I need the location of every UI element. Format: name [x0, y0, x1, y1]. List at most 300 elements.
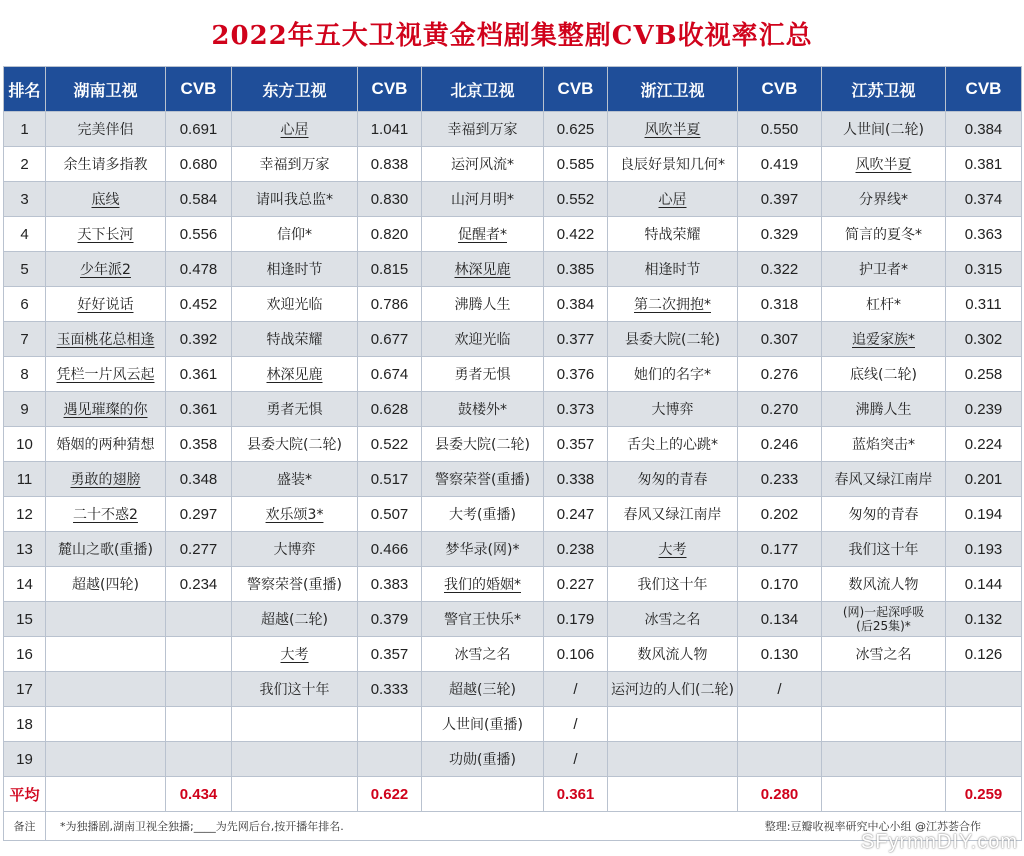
show-name: 余生请多指教 — [63, 157, 148, 173]
cvb-cell-beijing: 0.338 — [544, 462, 608, 497]
cvb-cell-hunan — [166, 637, 232, 672]
show-cell-hunan — [46, 392, 166, 427]
channel-header-zhejiang: 浙江卫视 — [608, 67, 738, 112]
show-cell-hunan — [46, 147, 166, 182]
show-name: 好好说话 — [77, 297, 134, 313]
show-name: 大博弈 — [651, 402, 694, 418]
average-cvb-dongfang: 0.622 — [358, 777, 422, 812]
show-cell-dongfang — [232, 567, 358, 602]
cvb-cell-zhejiang: 0.419 — [738, 147, 822, 182]
cvb-cell-dongfang: 1.041 — [358, 112, 422, 147]
show-name: 相逢时节 — [644, 262, 701, 278]
cvb-cell-dongfang: 0.674 — [358, 357, 422, 392]
show-cell-hunan — [46, 532, 166, 567]
empty-cell — [46, 777, 166, 812]
cvb-cell-beijing: 0.106 — [544, 637, 608, 672]
show-name: 沸腾人生 — [855, 402, 912, 418]
average-cvb-beijing: 0.361 — [544, 777, 608, 812]
show-name: 沸腾人生 — [454, 297, 511, 313]
show-name: 请叫我总监* — [256, 192, 333, 208]
header-row — [4, 67, 1022, 112]
show-name: 县委大院(二轮) — [435, 437, 530, 453]
show-name: 良辰好景知几何* — [620, 157, 725, 173]
cvb-cell-hunan — [166, 707, 232, 742]
rank-cell: 14 — [4, 567, 46, 602]
channel-header-jiangsu: 江苏卫视 — [822, 67, 946, 112]
cvb-cell-beijing: 0.625 — [544, 112, 608, 147]
show-cell-beijing — [422, 287, 544, 322]
show-name: 她们的名字* — [634, 367, 711, 383]
cvb-cell-beijing: 0.373 — [544, 392, 608, 427]
show-cell-dongfang — [232, 532, 358, 567]
show-cell-zhejiang — [608, 462, 738, 497]
rank-cell: 11 — [4, 462, 46, 497]
show-name: 麓山之歌(重播) — [58, 542, 153, 558]
cvb-cell-zhejiang: 0.318 — [738, 287, 822, 322]
show-name: 简言的夏冬* — [845, 227, 922, 243]
show-name: 运河风流* — [451, 157, 514, 173]
table-row — [4, 742, 1022, 777]
show-cell-zhejiang — [608, 147, 738, 182]
show-cell-hunan — [46, 357, 166, 392]
show-cell-hunan — [46, 462, 166, 497]
cvb-cell-jiangsu: 0.311 — [946, 287, 1022, 322]
show-name: 勇者无惧 — [454, 367, 511, 383]
show-cell-zhejiang — [608, 567, 738, 602]
show-name: 欢迎光临 — [266, 297, 323, 313]
show-name: 少年派2 — [80, 262, 131, 278]
show-cell-dongfang — [232, 112, 358, 147]
note-label: 备注 — [4, 812, 46, 841]
show-name: 我们这十年 — [637, 577, 708, 593]
show-cell-zhejiang — [608, 742, 738, 777]
show-cell-jiangsu — [822, 252, 946, 287]
show-cell-beijing — [422, 707, 544, 742]
show-cell-jiangsu — [822, 602, 946, 637]
cvb-header: CVB — [166, 67, 232, 112]
cvb-cell-jiangsu — [946, 707, 1022, 742]
rank-cell: 12 — [4, 497, 46, 532]
show-cell-zhejiang — [608, 322, 738, 357]
show-name: 警察荣誉(重播) — [247, 577, 342, 593]
cvb-cell-beijing: 0.585 — [544, 147, 608, 182]
table-row — [4, 147, 1022, 182]
table-row — [4, 217, 1022, 252]
cvb-cell-dongfang: 0.517 — [358, 462, 422, 497]
table-row — [4, 532, 1022, 567]
show-cell-jiangsu — [822, 147, 946, 182]
show-cell-hunan — [46, 497, 166, 532]
average-cvb-hunan: 0.434 — [166, 777, 232, 812]
show-name: 超越(二轮) — [261, 612, 328, 628]
show-cell-hunan — [46, 287, 166, 322]
show-cell-jiangsu — [822, 567, 946, 602]
show-name: 春风又绿江南岸 — [834, 472, 933, 488]
table-row — [4, 637, 1022, 672]
cvb-cell-jiangsu: 0.193 — [946, 532, 1022, 567]
show-cell-beijing — [422, 742, 544, 777]
cvb-cell-beijing: 0.552 — [544, 182, 608, 217]
show-name: 舌尖上的心跳* — [627, 437, 718, 453]
table-row — [4, 567, 1022, 602]
show-name: 超越(四轮) — [72, 577, 139, 593]
cvb-cell-dongfang — [358, 742, 422, 777]
cvb-cell-dongfang — [358, 707, 422, 742]
show-cell-zhejiang — [608, 182, 738, 217]
show-cell-zhejiang — [608, 497, 738, 532]
show-name: 匆匆的青春 — [637, 472, 708, 488]
show-cell-dongfang — [232, 392, 358, 427]
show-cell-zhejiang — [608, 252, 738, 287]
cvb-header: CVB — [946, 67, 1022, 112]
show-name: 县委大院(二轮) — [247, 437, 342, 453]
show-cell-jiangsu — [822, 287, 946, 322]
rank-cell: 8 — [4, 357, 46, 392]
show-name: 婚姻的两种猜想 — [56, 437, 155, 453]
show-name: 天下长河 — [77, 227, 134, 243]
cvb-cell-beijing: 0.384 — [544, 287, 608, 322]
show-name: 促醒者* — [458, 227, 507, 243]
cvb-cell-hunan: 0.556 — [166, 217, 232, 252]
cvb-cell-hunan: 0.361 — [166, 357, 232, 392]
show-cell-zhejiang — [608, 217, 738, 252]
show-name: 心居 — [280, 122, 309, 138]
show-cell-hunan — [46, 182, 166, 217]
cvb-cell-dongfang: 0.786 — [358, 287, 422, 322]
show-name: 凭栏一片风云起 — [56, 367, 155, 383]
show-cell-beijing — [422, 462, 544, 497]
cvb-cell-zhejiang — [738, 707, 822, 742]
show-cell-beijing — [422, 497, 544, 532]
table-row — [4, 672, 1022, 707]
cvb-cell-dongfang: 0.379 — [358, 602, 422, 637]
show-cell-beijing — [422, 322, 544, 357]
table-row — [4, 392, 1022, 427]
show-name: 人世间(重播) — [442, 717, 523, 733]
show-cell-jiangsu — [822, 392, 946, 427]
cvb-cell-zhejiang: 0.397 — [738, 182, 822, 217]
show-name: (网)一起深呼吸 — [842, 605, 925, 619]
show-name: 大考 — [658, 542, 687, 558]
table-row — [4, 252, 1022, 287]
show-cell-hunan — [46, 602, 166, 637]
show-name: 相逢时节 — [266, 262, 323, 278]
show-cell-beijing — [422, 602, 544, 637]
cvb-cell-beijing: 0.357 — [544, 427, 608, 462]
show-name: 第二次拥抱* — [634, 297, 711, 313]
rank-cell: 1 — [4, 112, 46, 147]
show-cell-hunan — [46, 322, 166, 357]
cvb-cell-zhejiang: 0.170 — [738, 567, 822, 602]
cvb-cell-jiangsu: 0.126 — [946, 637, 1022, 672]
show-cell-jiangsu — [822, 182, 946, 217]
show-cell-zhejiang — [608, 357, 738, 392]
cvb-cell-zhejiang: 0.233 — [738, 462, 822, 497]
show-cell-jiangsu — [822, 322, 946, 357]
channel-header-hunan: 湖南卫视 — [46, 67, 166, 112]
cvb-cell-jiangsu — [946, 742, 1022, 777]
show-name: 梦华录(网)* — [445, 542, 520, 558]
rank-cell: 15 — [4, 602, 46, 637]
cvb-cell-hunan: 0.358 — [166, 427, 232, 462]
show-name: 超越(三轮) — [449, 682, 516, 698]
show-cell-hunan — [46, 567, 166, 602]
empty-cell — [232, 777, 358, 812]
cvb-cell-zhejiang: 0.322 — [738, 252, 822, 287]
show-name: 我们这十年 — [259, 682, 330, 698]
show-cell-jiangsu — [822, 217, 946, 252]
show-name: 幸福到万家 — [259, 157, 330, 173]
show-name: 特战荣耀 — [644, 227, 701, 243]
cvb-cell-beijing: 0.376 — [544, 357, 608, 392]
show-name: 冰雪之名 — [855, 647, 912, 663]
show-name: 勇者无惧 — [266, 402, 323, 418]
show-cell-beijing — [422, 637, 544, 672]
table-row — [4, 427, 1022, 462]
average-row — [4, 777, 1022, 812]
show-cell-hunan — [46, 217, 166, 252]
watermark: SFyrmnDIY.com — [860, 831, 1018, 853]
show-cell-zhejiang — [608, 287, 738, 322]
show-name: 大考(重播) — [449, 507, 516, 523]
note-text: *为独播剧,湖南卫视全独播;____为先网后台,按开播年排名. — [60, 820, 344, 833]
show-name: 功勋(重播) — [449, 752, 516, 768]
channel-header-beijing: 北京卫视 — [422, 67, 544, 112]
show-cell-zhejiang — [608, 707, 738, 742]
cvb-cell-hunan: 0.691 — [166, 112, 232, 147]
cvb-cell-hunan: 0.234 — [166, 567, 232, 602]
show-cell-beijing — [422, 357, 544, 392]
show-name: 警察荣誉(重播) — [435, 472, 530, 488]
show-cell-zhejiang — [608, 602, 738, 637]
average-label: 平均 — [4, 777, 46, 812]
cvb-cell-zhejiang: / — [738, 672, 822, 707]
empty-cell — [608, 777, 738, 812]
ratings-body — [4, 112, 1022, 812]
show-cell-dongfang — [232, 637, 358, 672]
table-row — [4, 707, 1022, 742]
show-cell-hunan — [46, 742, 166, 777]
table-row — [4, 182, 1022, 217]
cvb-cell-hunan — [166, 742, 232, 777]
cvb-cell-beijing: 0.377 — [544, 322, 608, 357]
rank-cell: 4 — [4, 217, 46, 252]
show-name: 分界线* — [859, 192, 908, 208]
show-cell-jiangsu — [822, 462, 946, 497]
show-name: 大博弈 — [273, 542, 316, 558]
cvb-cell-dongfang: 0.333 — [358, 672, 422, 707]
cvb-cell-hunan: 0.584 — [166, 182, 232, 217]
show-name: 欢乐颂3* — [265, 507, 324, 523]
cvb-cell-jiangsu — [946, 672, 1022, 707]
show-name: 底线(二轮) — [850, 367, 917, 383]
table-row — [4, 602, 1022, 637]
cvb-cell-zhejiang: 0.550 — [738, 112, 822, 147]
cvb-cell-beijing: / — [544, 707, 608, 742]
show-name-note: (后25集)* — [856, 619, 911, 633]
cvb-cell-zhejiang: 0.246 — [738, 427, 822, 462]
show-name: 风吹半夏 — [855, 157, 912, 173]
cvb-cell-hunan: 0.348 — [166, 462, 232, 497]
cvb-cell-beijing: 0.247 — [544, 497, 608, 532]
rank-cell: 9 — [4, 392, 46, 427]
show-name: 大考 — [280, 647, 309, 663]
show-cell-hunan — [46, 637, 166, 672]
show-cell-zhejiang — [608, 672, 738, 707]
show-cell-jiangsu — [822, 637, 946, 672]
show-cell-hunan — [46, 427, 166, 462]
cvb-cell-hunan: 0.392 — [166, 322, 232, 357]
show-cell-jiangsu — [822, 357, 946, 392]
empty-cell — [422, 777, 544, 812]
cvb-cell-dongfang: 0.820 — [358, 217, 422, 252]
show-cell-beijing — [422, 392, 544, 427]
cvb-cell-jiangsu: 0.363 — [946, 217, 1022, 252]
show-cell-dongfang — [232, 287, 358, 322]
cvb-cell-dongfang: 0.677 — [358, 322, 422, 357]
cvb-header: CVB — [544, 67, 608, 112]
table-row — [4, 287, 1022, 322]
cvb-cell-dongfang: 0.838 — [358, 147, 422, 182]
show-cell-zhejiang — [608, 392, 738, 427]
show-name: 遇见璀璨的你 — [63, 402, 148, 418]
show-cell-hunan — [46, 672, 166, 707]
cvb-cell-zhejiang: 0.130 — [738, 637, 822, 672]
show-cell-dongfang — [232, 252, 358, 287]
show-cell-beijing — [422, 217, 544, 252]
table-row — [4, 497, 1022, 532]
credit-text: 整理:豆瓣收视率研究中心小组 @江苏荟合作 — [764, 820, 981, 833]
show-cell-hunan — [46, 252, 166, 287]
cvb-cell-jiangsu: 0.315 — [946, 252, 1022, 287]
show-cell-zhejiang — [608, 427, 738, 462]
rank-cell: 10 — [4, 427, 46, 462]
show-name: 人世间(二轮) — [843, 122, 924, 138]
show-name: 林深见鹿 — [454, 262, 511, 278]
cvb-cell-hunan — [166, 672, 232, 707]
rank-cell: 6 — [4, 287, 46, 322]
show-cell-beijing — [422, 112, 544, 147]
show-name: 盛装* — [277, 472, 312, 488]
show-name: 数风流人物 — [637, 647, 708, 663]
show-name: 运河边的人们(二轮) — [611, 682, 734, 698]
cvb-cell-hunan: 0.478 — [166, 252, 232, 287]
show-cell-dongfang — [232, 707, 358, 742]
show-cell-dongfang — [232, 672, 358, 707]
table-row — [4, 112, 1022, 147]
show-name: 我们的婚姻* — [444, 577, 521, 593]
show-cell-beijing — [422, 532, 544, 567]
cvb-cell-jiangsu: 0.224 — [946, 427, 1022, 462]
show-name: 玉面桃花总相逢 — [56, 332, 155, 348]
show-name: 冰雪之名 — [644, 612, 701, 628]
cvb-cell-zhejiang: 0.134 — [738, 602, 822, 637]
show-name: 护卫者* — [859, 262, 908, 278]
rank-cell: 2 — [4, 147, 46, 182]
show-name: 林深见鹿 — [266, 367, 323, 383]
show-name: 风吹半夏 — [644, 122, 701, 138]
cvb-cell-zhejiang: 0.329 — [738, 217, 822, 252]
show-name: 警官王快乐* — [444, 612, 521, 628]
show-name: 勇敢的翅膀 — [70, 472, 141, 488]
show-cell-dongfang — [232, 427, 358, 462]
cvb-header: CVB — [738, 67, 822, 112]
cvb-cell-jiangsu: 0.258 — [946, 357, 1022, 392]
rank-cell: 19 — [4, 742, 46, 777]
cvb-cell-hunan — [166, 602, 232, 637]
show-name: 冰雪之名 — [454, 647, 511, 663]
cvb-cell-hunan: 0.277 — [166, 532, 232, 567]
show-name: 县委大院(二轮) — [625, 332, 720, 348]
cvb-cell-beijing: 0.238 — [544, 532, 608, 567]
rank-header: 排名 — [4, 67, 46, 112]
cvb-cell-beijing: 0.179 — [544, 602, 608, 637]
show-name: 欢迎光临 — [454, 332, 511, 348]
channel-header-dongfang: 东方卫视 — [232, 67, 358, 112]
show-cell-zhejiang — [608, 637, 738, 672]
show-cell-dongfang — [232, 742, 358, 777]
show-cell-jiangsu — [822, 427, 946, 462]
show-name: 心居 — [658, 192, 687, 208]
cvb-cell-beijing: / — [544, 742, 608, 777]
cvb-cell-beijing: 0.385 — [544, 252, 608, 287]
show-name: 鼓楼外* — [458, 402, 507, 418]
show-name: 春风又绿江南岸 — [623, 507, 722, 523]
show-cell-beijing — [422, 252, 544, 287]
show-name: 我们这十年 — [848, 542, 919, 558]
cvb-cell-dongfang: 0.815 — [358, 252, 422, 287]
average-cvb-jiangsu: 0.259 — [946, 777, 1022, 812]
show-cell-dongfang — [232, 462, 358, 497]
show-name: 完美伴侣 — [77, 122, 134, 138]
cvb-cell-jiangsu: 0.144 — [946, 567, 1022, 602]
show-cell-zhejiang — [608, 112, 738, 147]
rank-cell: 16 — [4, 637, 46, 672]
show-cell-jiangsu — [822, 112, 946, 147]
show-name: 底线 — [91, 192, 120, 208]
page-title: 2022年五大卫视黄金档剧集整剧CVB收视率汇总 — [211, 20, 813, 51]
cvb-cell-hunan: 0.297 — [166, 497, 232, 532]
cvb-cell-dongfang: 0.466 — [358, 532, 422, 567]
cvb-cell-jiangsu: 0.302 — [946, 322, 1022, 357]
show-cell-beijing — [422, 567, 544, 602]
cvb-cell-dongfang: 0.628 — [358, 392, 422, 427]
table-row — [4, 357, 1022, 392]
show-name: 二十不惑2 — [73, 507, 138, 523]
cvb-cell-dongfang: 0.357 — [358, 637, 422, 672]
show-cell-zhejiang — [608, 532, 738, 567]
show-cell-dongfang — [232, 147, 358, 182]
show-name: 匆匆的青春 — [848, 507, 919, 523]
average-cvb-zhejiang: 0.280 — [738, 777, 822, 812]
show-name: 山河月明* — [451, 192, 514, 208]
cvb-cell-zhejiang: 0.177 — [738, 532, 822, 567]
show-name: 数风流人物 — [848, 577, 919, 593]
rank-cell: 17 — [4, 672, 46, 707]
show-cell-jiangsu — [822, 672, 946, 707]
show-name: 杠杆* — [866, 297, 901, 313]
show-cell-beijing — [422, 427, 544, 462]
cvb-cell-beijing: / — [544, 672, 608, 707]
show-cell-jiangsu — [822, 742, 946, 777]
show-name: 蓝焰突击* — [852, 437, 915, 453]
cvb-cell-hunan: 0.680 — [166, 147, 232, 182]
rank-cell: 5 — [4, 252, 46, 287]
cvb-cell-jiangsu: 0.239 — [946, 392, 1022, 427]
show-cell-beijing — [422, 147, 544, 182]
cvb-cell-dongfang: 0.383 — [358, 567, 422, 602]
cvb-cell-zhejiang: 0.276 — [738, 357, 822, 392]
